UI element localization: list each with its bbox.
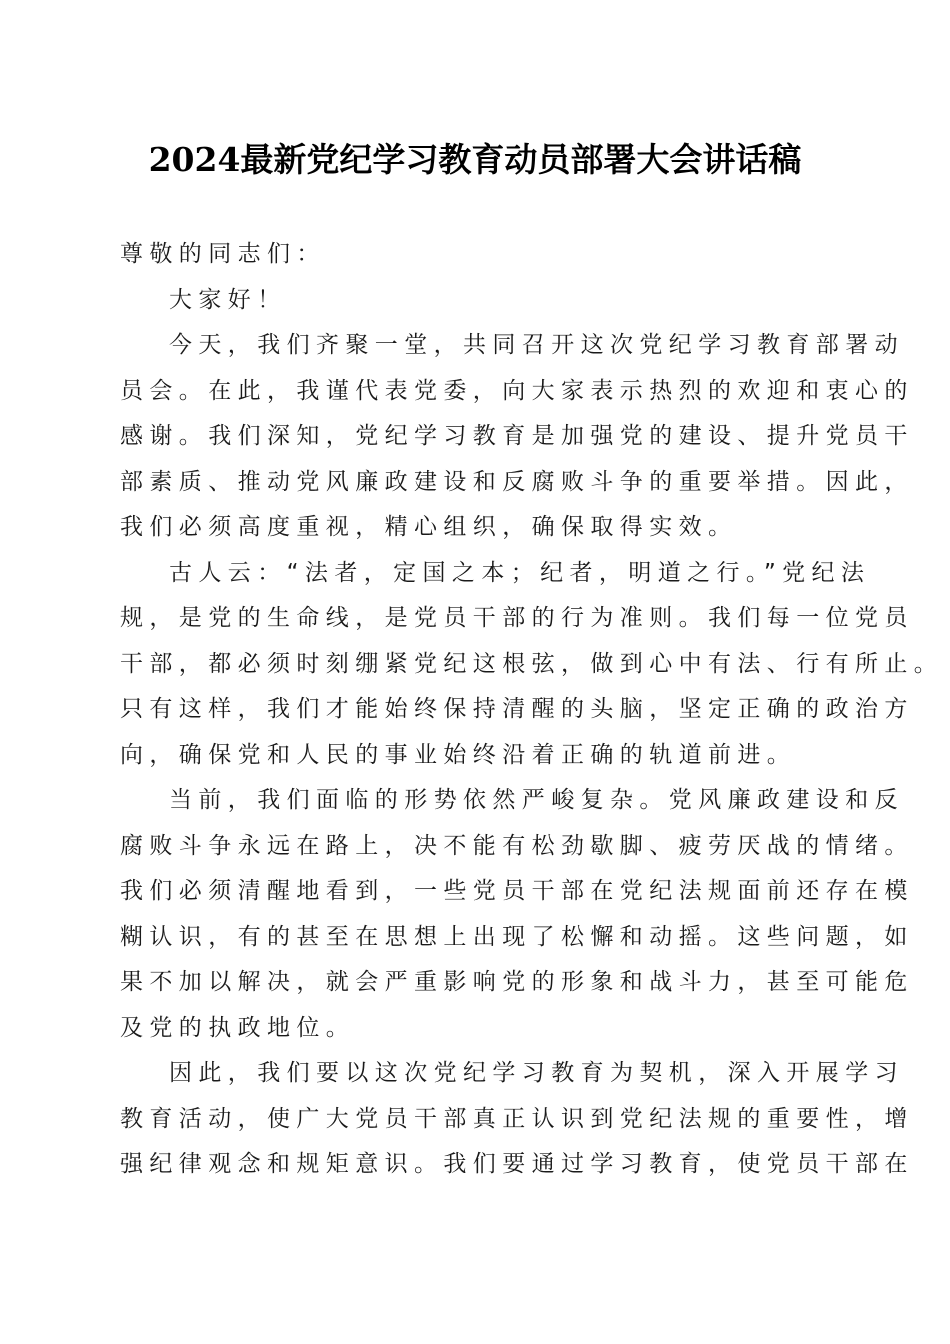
paragraph-line: 今天，我们齐聚一堂，共同召开这次党纪学习教育部署动	[169, 332, 904, 358]
paragraph-line: 因此，我们要以这次党纪学习教育为契机，深入开展学习	[169, 1060, 904, 1086]
paragraph-quote	[120, 551, 944, 779]
paragraph-line: 我们必须高度重视，精心组织，确保取得实效。	[120, 514, 738, 540]
paragraph-action	[120, 1051, 914, 1188]
paragraph-line: 及党的执政地位。	[120, 1014, 356, 1041]
paragraph-line: 部素质、推动党风廉政建设和反腐败斗争的重要举措。因此，	[120, 468, 914, 495]
paragraph-line: 古人云：“法者，定国之本；纪者，明道之行。”党纪法	[169, 559, 871, 586]
paragraph-line: 向，确保党和人民的事业始终沿着正确的轨道前进。	[120, 741, 797, 768]
paragraph-line: 规，是党的生命线，是党员干部的行为准则。我们每一位党员	[120, 605, 914, 631]
paragraph-line: 果不加以解决，就会严重影响党的形象和战斗力，甚至可能危	[120, 969, 914, 995]
salutation: 尊敬的同志们：	[120, 241, 326, 267]
paragraph-line: 只有这样，我们才能始终保持清醒的头脑，坚定正确的政治方	[120, 696, 914, 722]
paragraph-line: 我们必须清醒地看到，一些党员干部在党纪法规面前还存在模	[120, 878, 914, 904]
document-body	[120, 232, 944, 1188]
paragraph-line: 干部，都必须时刻绷紧党纪这根弦，做到心中有法、行有所止。	[120, 650, 944, 677]
paragraph-line: 教育活动，使广大党员干部真正认识到党纪法规的重要性，增	[120, 1105, 914, 1132]
paragraph-greeting	[120, 278, 840, 324]
paragraph-line: 感谢。我们深知，党纪学习教育是加强党的建设、提升党员干	[120, 423, 914, 449]
paragraph-situation	[120, 778, 914, 1051]
paragraph-line: 大家好！	[169, 286, 287, 313]
paragraph-line: 员会。在此，我谨代表党委，向大家表示热烈的欢迎和衷心的	[120, 377, 914, 404]
document-title: 2024最新党纪学习教育动员部署大会讲话稿	[148, 140, 802, 179]
paragraph-line: 强纪律观念和规矩意识。我们要通过学习教育，使党员干部在	[120, 1151, 914, 1177]
paragraph-line: 腐败斗争永远在路上，决不能有松劲歇脚、疲劳厌战的情绪。	[120, 832, 914, 859]
paragraph-opening	[120, 323, 914, 551]
paragraph-line: 糊认识，有的甚至在思想上出现了松懈和动摇。这些问题，如	[120, 923, 914, 950]
paragraph-line: 当前，我们面临的形势依然严峻复杂。党风廉政建设和反	[169, 787, 904, 813]
